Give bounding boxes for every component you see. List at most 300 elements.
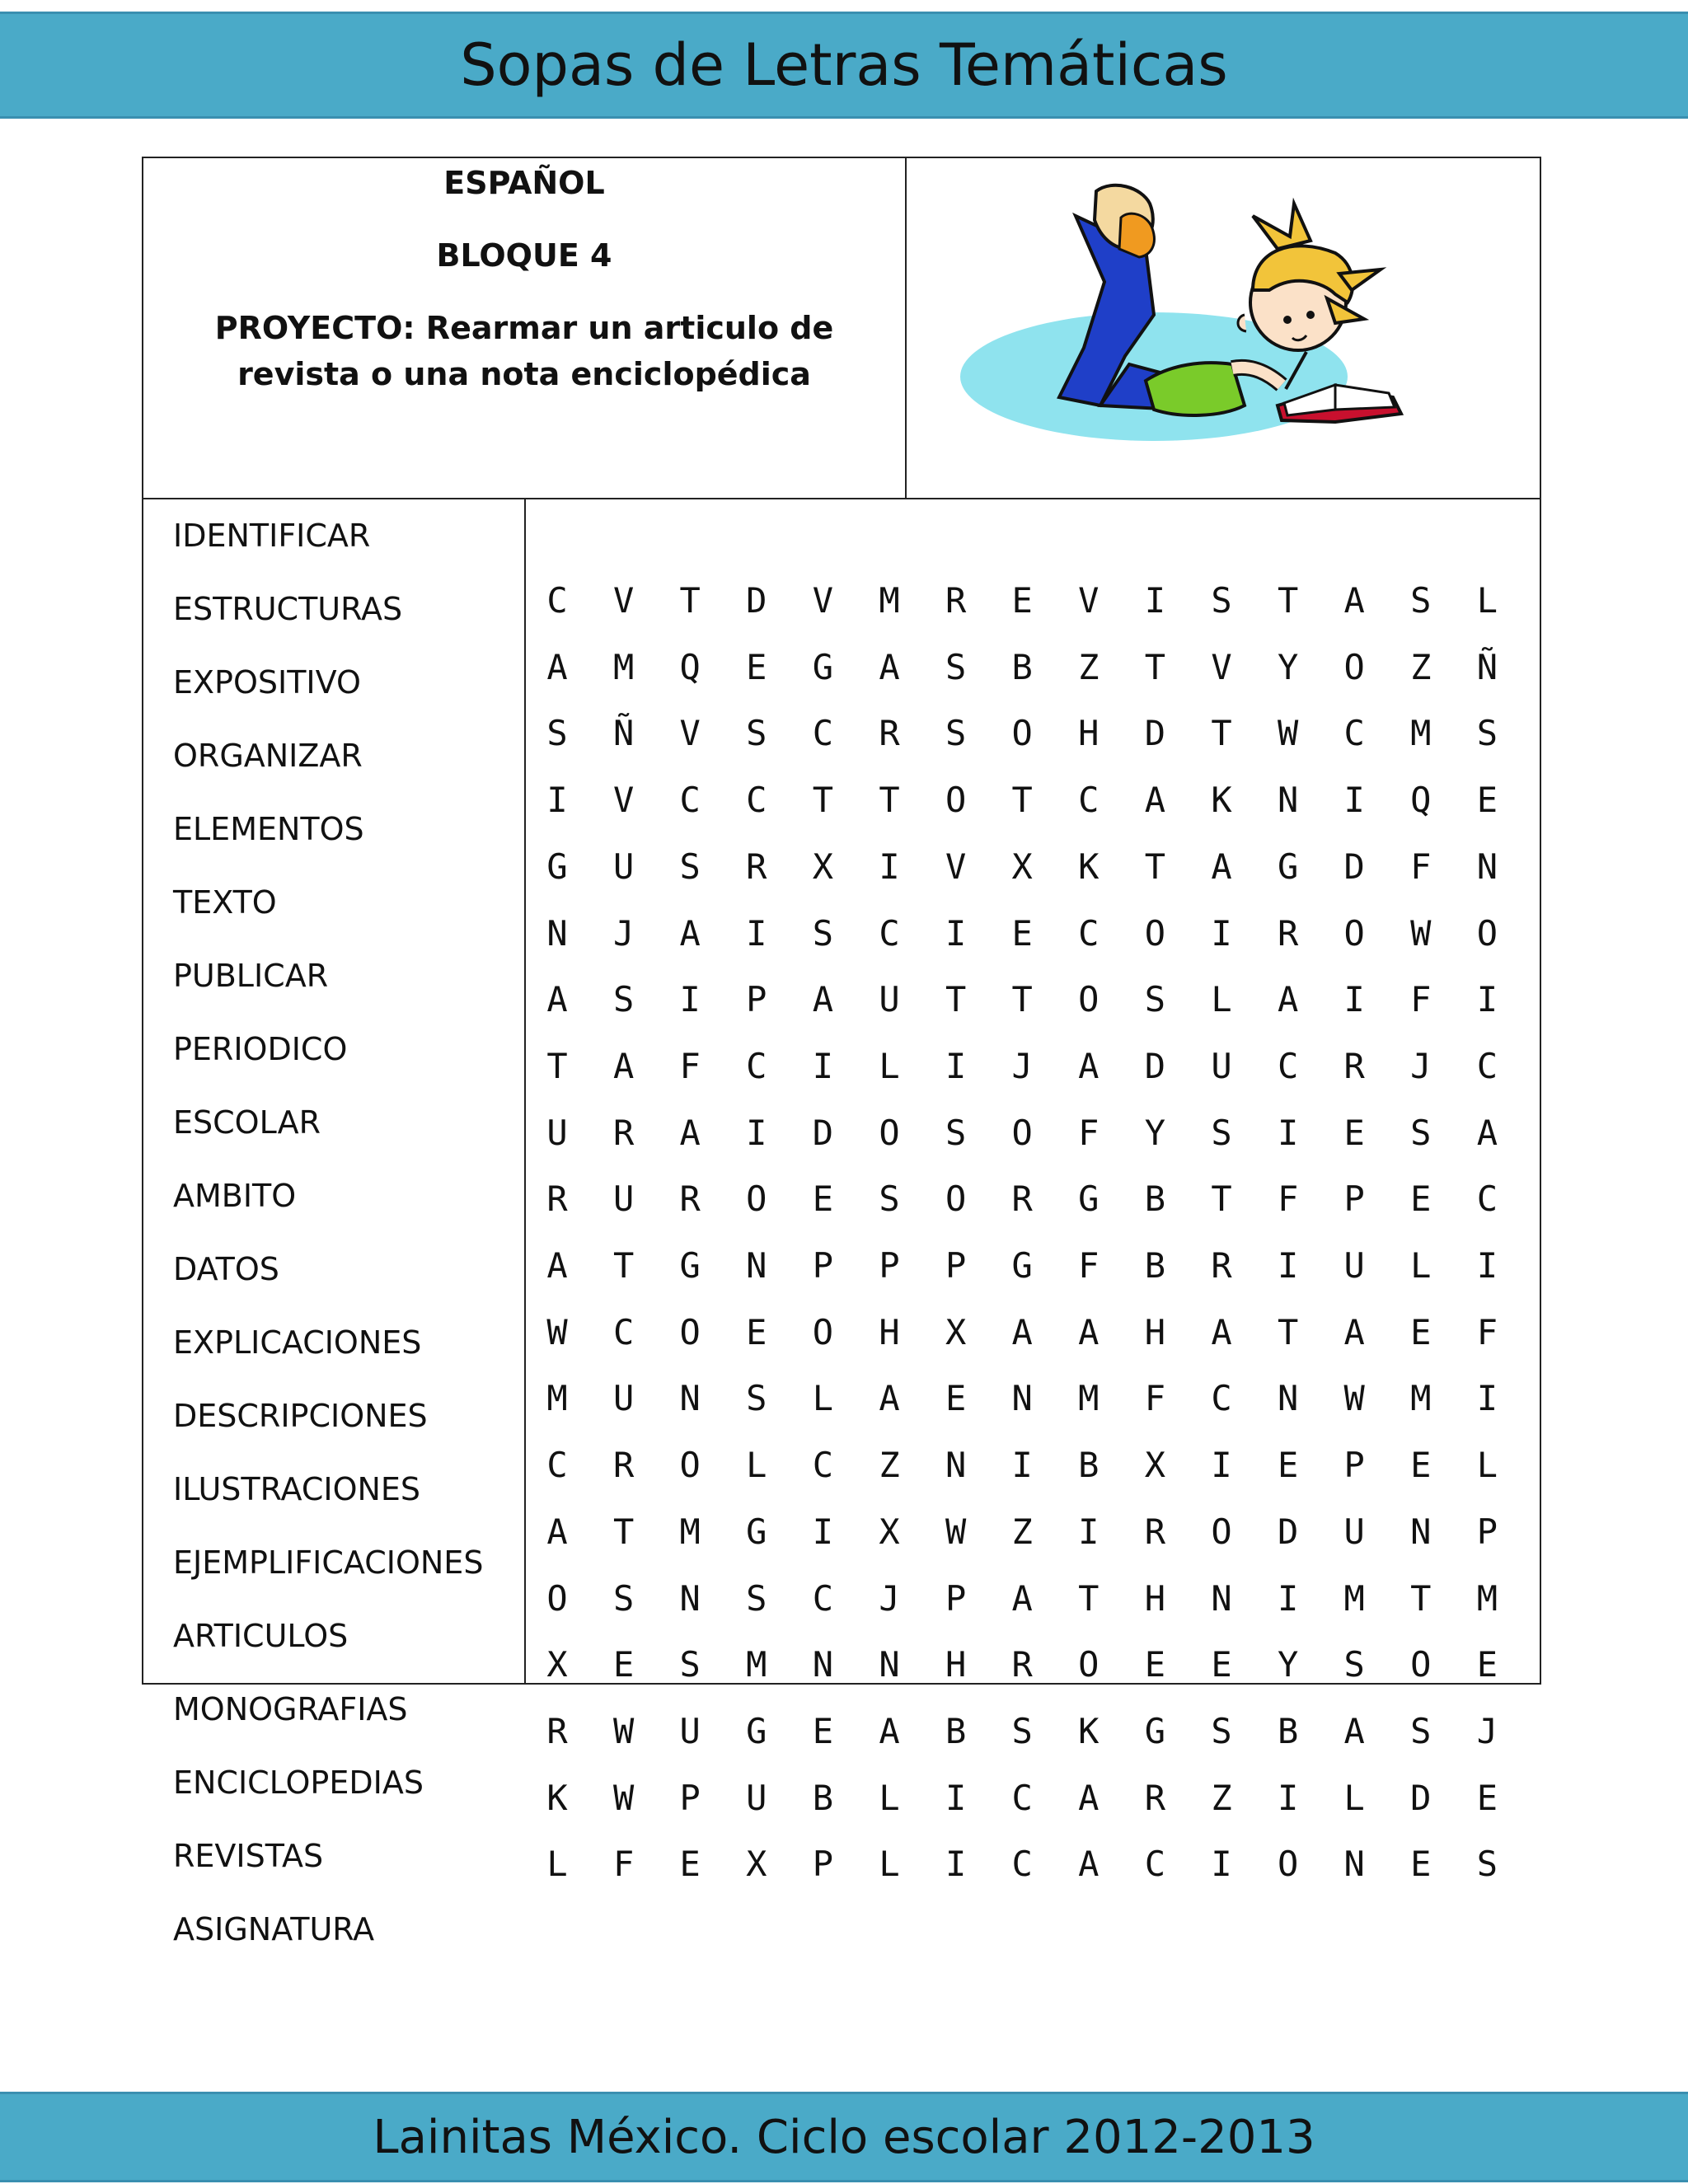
grid-letter[interactable]: G bbox=[1144, 1710, 1166, 1751]
grid-letter[interactable]: P bbox=[1343, 1179, 1365, 1220]
grid-letter[interactable]: I bbox=[1211, 912, 1232, 954]
grid-letter[interactable]: S bbox=[1144, 979, 1166, 1020]
grid-letter[interactable]: N bbox=[1410, 1511, 1432, 1552]
grid-letter[interactable]: J bbox=[1011, 1045, 1033, 1086]
grid-letter[interactable]: E bbox=[1144, 1644, 1166, 1685]
grid-letter[interactable]: M bbox=[1410, 1378, 1432, 1419]
grid-letter[interactable]: E bbox=[812, 1710, 834, 1751]
grid-letter[interactable]: T bbox=[879, 780, 900, 821]
grid-letter[interactable]: J bbox=[1410, 1045, 1432, 1086]
grid-letter[interactable]: A bbox=[1078, 1777, 1100, 1818]
grid-letter[interactable]: L bbox=[879, 1045, 900, 1086]
grid-letter[interactable]: P bbox=[945, 1245, 967, 1286]
grid-letter[interactable]: D bbox=[812, 1112, 834, 1153]
grid-letter[interactable]: A bbox=[1078, 1844, 1100, 1885]
grid-letter[interactable]: L bbox=[812, 1378, 834, 1419]
grid-letter[interactable]: U bbox=[1343, 1245, 1365, 1286]
grid-letter[interactable]: R bbox=[546, 1179, 568, 1220]
grid-letter[interactable]: R bbox=[945, 580, 967, 621]
grid-letter[interactable]: S bbox=[546, 713, 568, 754]
grid-letter[interactable]: K bbox=[1211, 780, 1232, 821]
grid-letter[interactable]: F bbox=[1277, 1179, 1299, 1220]
grid-letter[interactable]: R bbox=[1211, 1245, 1232, 1286]
grid-letter[interactable]: E bbox=[1343, 1112, 1365, 1153]
grid-letter[interactable]: T bbox=[1277, 580, 1299, 621]
grid-letter[interactable]: W bbox=[1277, 713, 1299, 754]
grid-letter[interactable]: A bbox=[1343, 1311, 1365, 1352]
grid-letter[interactable]: E bbox=[612, 1644, 635, 1685]
grid-letter[interactable]: C bbox=[1476, 1179, 1498, 1220]
grid-letter[interactable]: B bbox=[945, 1710, 967, 1751]
grid-letter[interactable]: E bbox=[1011, 580, 1033, 621]
grid-letter[interactable]: G bbox=[679, 1245, 701, 1286]
grid-letter[interactable]: S bbox=[746, 1577, 767, 1619]
grid-letter[interactable]: G bbox=[1277, 846, 1299, 887]
grid-letter[interactable]: A bbox=[546, 979, 568, 1020]
grid-letter[interactable]: H bbox=[879, 1311, 900, 1352]
grid-letter[interactable]: H bbox=[1078, 713, 1100, 754]
grid-letter[interactable]: S bbox=[746, 713, 767, 754]
grid-letter[interactable]: R bbox=[612, 1112, 635, 1153]
grid-letter[interactable]: G bbox=[1011, 1245, 1033, 1286]
grid-letter[interactable]: C bbox=[812, 1445, 834, 1486]
grid-letter[interactable]: Ñ bbox=[612, 713, 635, 754]
grid-letter[interactable]: P bbox=[945, 1577, 967, 1619]
grid-letter[interactable]: D bbox=[1343, 846, 1365, 887]
grid-letter[interactable]: Y bbox=[1277, 1644, 1299, 1685]
grid-letter[interactable]: T bbox=[1211, 713, 1232, 754]
grid-letter[interactable]: X bbox=[746, 1844, 767, 1885]
grid-letter[interactable]: C bbox=[546, 580, 568, 621]
grid-letter[interactable]: E bbox=[1410, 1844, 1432, 1885]
grid-letter[interactable]: X bbox=[945, 1311, 967, 1352]
grid-letter[interactable]: W bbox=[1343, 1378, 1365, 1419]
grid-letter[interactable]: T bbox=[1277, 1311, 1299, 1352]
grid-letter[interactable]: A bbox=[1211, 846, 1232, 887]
grid-letter[interactable]: P bbox=[746, 979, 767, 1020]
grid-letter[interactable]: F bbox=[1476, 1311, 1498, 1352]
grid-letter[interactable]: C bbox=[1011, 1777, 1033, 1818]
grid-letter[interactable]: S bbox=[1211, 1112, 1232, 1153]
grid-letter[interactable]: M bbox=[546, 1378, 568, 1419]
grid-letter[interactable]: K bbox=[1078, 1710, 1100, 1751]
grid-letter[interactable]: X bbox=[1144, 1445, 1166, 1486]
grid-letter[interactable]: T bbox=[1144, 846, 1166, 887]
grid-letter[interactable]: A bbox=[1144, 780, 1166, 821]
grid-letter[interactable]: L bbox=[879, 1844, 900, 1885]
grid-letter[interactable]: E bbox=[1410, 1179, 1432, 1220]
grid-letter[interactable]: I bbox=[1476, 1378, 1498, 1419]
grid-letter[interactable]: P bbox=[812, 1245, 834, 1286]
grid-letter[interactable]: E bbox=[1476, 1644, 1498, 1685]
grid-letter[interactable]: S bbox=[1011, 1710, 1033, 1751]
grid-letter[interactable]: R bbox=[679, 1179, 701, 1220]
grid-letter[interactable]: I bbox=[812, 1045, 834, 1086]
grid-letter[interactable]: E bbox=[1211, 1644, 1232, 1685]
grid-letter[interactable]: R bbox=[1144, 1777, 1166, 1818]
grid-letter[interactable]: J bbox=[879, 1577, 900, 1619]
grid-letter[interactable]: L bbox=[1476, 580, 1498, 621]
grid-letter[interactable]: L bbox=[879, 1777, 900, 1818]
grid-letter[interactable]: D bbox=[1144, 1045, 1166, 1086]
grid-letter[interactable]: M bbox=[1078, 1378, 1100, 1419]
grid-letter[interactable]: A bbox=[879, 1710, 900, 1751]
grid-letter[interactable]: S bbox=[879, 1179, 900, 1220]
grid-letter[interactable]: T bbox=[612, 1245, 635, 1286]
grid-letter[interactable]: E bbox=[1011, 912, 1033, 954]
grid-letter[interactable]: O bbox=[746, 1179, 767, 1220]
grid-letter[interactable]: M bbox=[1343, 1577, 1365, 1619]
grid-letter[interactable]: D bbox=[1144, 713, 1166, 754]
grid-letter[interactable]: Z bbox=[1078, 646, 1100, 687]
grid-letter[interactable]: Z bbox=[879, 1445, 900, 1486]
grid-letter[interactable]: C bbox=[1476, 1045, 1498, 1086]
grid-letter[interactable]: I bbox=[1343, 979, 1365, 1020]
grid-letter[interactable]: D bbox=[1277, 1511, 1299, 1552]
grid-letter[interactable]: D bbox=[746, 580, 767, 621]
grid-letter[interactable]: O bbox=[945, 1179, 967, 1220]
grid-letter[interactable]: N bbox=[879, 1644, 900, 1685]
grid-letter[interactable]: M bbox=[679, 1511, 701, 1552]
grid-letter[interactable]: U bbox=[612, 1179, 635, 1220]
grid-letter[interactable]: X bbox=[812, 846, 834, 887]
grid-letter[interactable]: A bbox=[1011, 1311, 1033, 1352]
grid-letter[interactable]: N bbox=[1277, 780, 1299, 821]
grid-letter[interactable]: O bbox=[1343, 646, 1365, 687]
grid-letter[interactable]: A bbox=[679, 912, 701, 954]
grid-letter[interactable]: M bbox=[612, 646, 635, 687]
grid-letter[interactable]: K bbox=[546, 1777, 568, 1818]
grid-letter[interactable]: R bbox=[1011, 1179, 1033, 1220]
grid-letter[interactable]: T bbox=[1410, 1577, 1432, 1619]
grid-letter[interactable]: O bbox=[1277, 1844, 1299, 1885]
grid-letter[interactable]: V bbox=[1211, 646, 1232, 687]
grid-letter[interactable]: V bbox=[1078, 580, 1100, 621]
grid-letter[interactable]: U bbox=[679, 1710, 701, 1751]
grid-letter[interactable]: S bbox=[1410, 580, 1432, 621]
grid-letter[interactable]: H bbox=[945, 1644, 967, 1685]
grid-letter[interactable]: N bbox=[1476, 846, 1498, 887]
grid-letter[interactable]: E bbox=[812, 1179, 834, 1220]
grid-letter[interactable]: O bbox=[1011, 1112, 1033, 1153]
grid-letter[interactable]: B bbox=[1144, 1245, 1166, 1286]
grid-letter[interactable]: F bbox=[1410, 846, 1432, 887]
grid-letter[interactable]: W bbox=[612, 1777, 635, 1818]
grid-letter[interactable]: C bbox=[546, 1445, 568, 1486]
grid-letter[interactable]: F bbox=[1410, 979, 1432, 1020]
grid-letter[interactable]: R bbox=[546, 1710, 568, 1751]
grid-letter[interactable]: I bbox=[1277, 1245, 1299, 1286]
grid-letter[interactable]: I bbox=[679, 979, 701, 1020]
grid-letter[interactable]: V bbox=[945, 846, 967, 887]
grid-letter[interactable]: L bbox=[1211, 979, 1232, 1020]
grid-letter[interactable]: G bbox=[746, 1511, 767, 1552]
grid-letter[interactable]: R bbox=[1277, 912, 1299, 954]
grid-letter[interactable]: N bbox=[546, 912, 568, 954]
grid-letter[interactable]: O bbox=[679, 1311, 701, 1352]
grid-letter[interactable]: N bbox=[945, 1445, 967, 1486]
grid-letter[interactable]: A bbox=[1078, 1311, 1100, 1352]
grid-letter[interactable]: O bbox=[546, 1577, 568, 1619]
grid-letter[interactable]: S bbox=[1343, 1644, 1365, 1685]
grid-letter[interactable]: Y bbox=[1144, 1112, 1166, 1153]
grid-letter[interactable]: S bbox=[679, 846, 701, 887]
grid-letter[interactable]: N bbox=[1211, 1577, 1232, 1619]
grid-letter[interactable]: T bbox=[546, 1045, 568, 1086]
grid-letter[interactable]: E bbox=[1476, 1777, 1498, 1818]
grid-letter[interactable]: U bbox=[546, 1112, 568, 1153]
grid-letter[interactable]: I bbox=[879, 846, 900, 887]
grid-letter[interactable]: X bbox=[879, 1511, 900, 1552]
grid-letter[interactable]: M bbox=[1476, 1577, 1498, 1619]
grid-letter[interactable]: A bbox=[546, 1511, 568, 1552]
grid-letter[interactable]: I bbox=[1211, 1844, 1232, 1885]
grid-letter[interactable]: S bbox=[1410, 1112, 1432, 1153]
grid-letter[interactable]: A bbox=[1011, 1577, 1033, 1619]
grid-letter[interactable]: C bbox=[1277, 1045, 1299, 1086]
grid-letter[interactable]: G bbox=[812, 646, 834, 687]
grid-letter[interactable]: Q bbox=[679, 646, 701, 687]
grid-letter[interactable]: L bbox=[1410, 1245, 1432, 1286]
grid-letter[interactable]: D bbox=[1410, 1777, 1432, 1818]
grid-letter[interactable]: O bbox=[679, 1445, 701, 1486]
grid-letter[interactable]: O bbox=[879, 1112, 900, 1153]
grid-letter[interactable]: T bbox=[1211, 1179, 1232, 1220]
grid-letter[interactable]: A bbox=[612, 1045, 635, 1086]
grid-letter[interactable]: N bbox=[812, 1644, 834, 1685]
grid-letter[interactable]: N bbox=[679, 1577, 701, 1619]
grid-letter[interactable]: T bbox=[612, 1511, 635, 1552]
grid-letter[interactable]: A bbox=[812, 979, 834, 1020]
grid-letter[interactable]: V bbox=[812, 580, 834, 621]
grid-letter[interactable]: T bbox=[945, 979, 967, 1020]
grid-letter[interactable]: Z bbox=[1011, 1511, 1033, 1552]
grid-letter[interactable]: A bbox=[679, 1112, 701, 1153]
grid-letter[interactable]: S bbox=[612, 979, 635, 1020]
grid-letter[interactable]: A bbox=[1211, 1311, 1232, 1352]
grid-letter[interactable]: L bbox=[746, 1445, 767, 1486]
grid-letter[interactable]: O bbox=[812, 1311, 834, 1352]
grid-letter[interactable]: N bbox=[1011, 1378, 1033, 1419]
grid-letter[interactable]: C bbox=[1211, 1378, 1232, 1419]
grid-letter[interactable]: U bbox=[612, 846, 635, 887]
grid-letter[interactable]: I bbox=[746, 1112, 767, 1153]
grid-letter[interactable]: U bbox=[1343, 1511, 1365, 1552]
grid-letter[interactable]: E bbox=[1410, 1311, 1432, 1352]
grid-letter[interactable]: O bbox=[1011, 713, 1033, 754]
grid-letter[interactable]: O bbox=[1211, 1511, 1232, 1552]
grid-letter[interactable]: W bbox=[612, 1710, 635, 1751]
grid-letter[interactable]: G bbox=[746, 1710, 767, 1751]
grid-letter[interactable]: E bbox=[746, 1311, 767, 1352]
grid-letter[interactable]: I bbox=[1211, 1445, 1232, 1486]
grid-letter[interactable]: A bbox=[1476, 1112, 1498, 1153]
grid-letter[interactable]: Ñ bbox=[1476, 646, 1498, 687]
grid-letter[interactable]: I bbox=[945, 912, 967, 954]
grid-letter[interactable]: L bbox=[1343, 1777, 1365, 1818]
grid-letter[interactable]: A bbox=[1343, 580, 1365, 621]
grid-letter[interactable]: R bbox=[1011, 1644, 1033, 1685]
grid-letter[interactable]: B bbox=[1277, 1710, 1299, 1751]
grid-letter[interactable]: N bbox=[1343, 1844, 1365, 1885]
grid-letter[interactable]: R bbox=[1343, 1045, 1365, 1086]
grid-letter[interactable]: O bbox=[1144, 912, 1166, 954]
grid-letter[interactable]: C bbox=[612, 1311, 635, 1352]
grid-letter[interactable]: I bbox=[945, 1045, 967, 1086]
grid-letter[interactable]: Z bbox=[1211, 1777, 1232, 1818]
grid-letter[interactable]: O bbox=[945, 780, 967, 821]
grid-letter[interactable]: W bbox=[1410, 912, 1432, 954]
grid-letter[interactable]: C bbox=[746, 1045, 767, 1086]
grid-letter[interactable]: O bbox=[1410, 1644, 1432, 1685]
grid-letter[interactable]: S bbox=[945, 646, 967, 687]
grid-letter[interactable]: I bbox=[1476, 1245, 1498, 1286]
grid-letter[interactable]: F bbox=[1144, 1378, 1166, 1419]
grid-letter[interactable]: B bbox=[1078, 1445, 1100, 1486]
grid-letter[interactable]: Z bbox=[1410, 646, 1432, 687]
grid-letter[interactable]: R bbox=[879, 713, 900, 754]
grid-letter[interactable]: S bbox=[812, 912, 834, 954]
grid-letter[interactable]: S bbox=[1410, 1710, 1432, 1751]
grid-letter[interactable]: C bbox=[1144, 1844, 1166, 1885]
grid-letter[interactable]: E bbox=[1476, 780, 1498, 821]
grid-letter[interactable]: E bbox=[945, 1378, 967, 1419]
grid-letter[interactable]: A bbox=[546, 1245, 568, 1286]
grid-letter[interactable]: M bbox=[746, 1644, 767, 1685]
grid-letter[interactable]: M bbox=[879, 580, 900, 621]
grid-letter[interactable]: S bbox=[1211, 580, 1232, 621]
grid-letter[interactable]: Q bbox=[1410, 780, 1432, 821]
grid-letter[interactable]: T bbox=[1011, 979, 1033, 1020]
grid-letter[interactable]: P bbox=[812, 1844, 834, 1885]
grid-letter[interactable]: C bbox=[812, 713, 834, 754]
grid-letter[interactable]: S bbox=[1211, 1710, 1232, 1751]
grid-letter[interactable]: R bbox=[612, 1445, 635, 1486]
grid-letter[interactable]: V bbox=[612, 780, 635, 821]
grid-letter[interactable]: V bbox=[612, 580, 635, 621]
grid-letter[interactable]: H bbox=[1144, 1577, 1166, 1619]
grid-letter[interactable]: P bbox=[679, 1777, 701, 1818]
grid-letter[interactable]: Y bbox=[1277, 646, 1299, 687]
grid-letter[interactable]: L bbox=[1476, 1445, 1498, 1486]
grid-letter[interactable]: U bbox=[879, 979, 900, 1020]
grid-letter[interactable]: E bbox=[679, 1844, 701, 1885]
grid-letter[interactable]: N bbox=[746, 1245, 767, 1286]
grid-letter[interactable]: S bbox=[1476, 1844, 1498, 1885]
grid-letter[interactable]: P bbox=[1343, 1445, 1365, 1486]
grid-letter[interactable]: I bbox=[1277, 1777, 1299, 1818]
grid-letter[interactable]: O bbox=[1078, 1644, 1100, 1685]
grid-letter[interactable]: I bbox=[945, 1777, 967, 1818]
grid-letter[interactable]: B bbox=[1144, 1179, 1166, 1220]
grid-letter[interactable]: F bbox=[1078, 1245, 1100, 1286]
grid-letter[interactable]: X bbox=[546, 1644, 568, 1685]
grid-letter[interactable]: K bbox=[1078, 846, 1100, 887]
grid-letter[interactable]: X bbox=[1011, 846, 1033, 887]
grid-letter[interactable]: C bbox=[1078, 780, 1100, 821]
grid-letter[interactable]: W bbox=[945, 1511, 967, 1552]
grid-letter[interactable]: J bbox=[612, 912, 635, 954]
grid-letter[interactable]: I bbox=[1144, 580, 1166, 621]
grid-letter[interactable]: C bbox=[812, 1577, 834, 1619]
grid-letter[interactable]: R bbox=[1144, 1511, 1166, 1552]
grid-letter[interactable]: C bbox=[1343, 713, 1365, 754]
grid-letter[interactable]: C bbox=[1011, 1844, 1033, 1885]
grid-letter[interactable]: I bbox=[1277, 1577, 1299, 1619]
grid-letter[interactable]: I bbox=[945, 1844, 967, 1885]
grid-letter[interactable]: S bbox=[746, 1378, 767, 1419]
grid-letter[interactable]: I bbox=[812, 1511, 834, 1552]
grid-letter[interactable]: O bbox=[1078, 979, 1100, 1020]
grid-letter[interactable]: E bbox=[746, 646, 767, 687]
grid-letter[interactable]: F bbox=[679, 1045, 701, 1086]
grid-letter[interactable]: I bbox=[1078, 1511, 1100, 1552]
grid-letter[interactable]: F bbox=[612, 1844, 635, 1885]
grid-letter[interactable]: E bbox=[1410, 1445, 1432, 1486]
grid-letter[interactable]: M bbox=[1410, 713, 1432, 754]
grid-letter[interactable]: L bbox=[546, 1844, 568, 1885]
grid-letter[interactable]: I bbox=[746, 912, 767, 954]
grid-letter[interactable]: H bbox=[1144, 1311, 1166, 1352]
grid-letter[interactable]: O bbox=[1343, 912, 1365, 954]
grid-letter[interactable]: T bbox=[1078, 1577, 1100, 1619]
grid-letter[interactable]: I bbox=[546, 780, 568, 821]
grid-letter[interactable]: A bbox=[1078, 1045, 1100, 1086]
grid-letter[interactable]: N bbox=[679, 1378, 701, 1419]
grid-letter[interactable]: J bbox=[1476, 1710, 1498, 1751]
grid-letter[interactable]: A bbox=[1343, 1710, 1365, 1751]
grid-letter[interactable]: E bbox=[1277, 1445, 1299, 1486]
grid-letter[interactable]: S bbox=[679, 1644, 701, 1685]
grid-letter[interactable]: U bbox=[612, 1378, 635, 1419]
grid-letter[interactable]: S bbox=[945, 713, 967, 754]
grid-letter[interactable]: F bbox=[1078, 1112, 1100, 1153]
grid-letter[interactable]: I bbox=[1277, 1112, 1299, 1153]
grid-letter[interactable]: U bbox=[1211, 1045, 1232, 1086]
grid-letter[interactable]: A bbox=[1277, 979, 1299, 1020]
grid-letter[interactable]: I bbox=[1343, 780, 1365, 821]
grid-letter[interactable]: C bbox=[1078, 912, 1100, 954]
grid-letter[interactable]: N bbox=[1277, 1378, 1299, 1419]
grid-letter[interactable]: W bbox=[546, 1311, 568, 1352]
grid-letter[interactable]: S bbox=[945, 1112, 967, 1153]
grid-letter[interactable]: P bbox=[879, 1245, 900, 1286]
grid-letter[interactable]: S bbox=[612, 1577, 635, 1619]
grid-letter[interactable]: S bbox=[1476, 713, 1498, 754]
grid-letter[interactable]: G bbox=[1078, 1179, 1100, 1220]
grid-letter[interactable]: P bbox=[1476, 1511, 1498, 1552]
grid-letter[interactable]: C bbox=[879, 912, 900, 954]
grid-letter[interactable]: C bbox=[746, 780, 767, 821]
grid-letter[interactable]: T bbox=[1144, 646, 1166, 687]
grid-letter[interactable]: G bbox=[546, 846, 568, 887]
grid-letter[interactable]: A bbox=[879, 1378, 900, 1419]
grid-letter[interactable]: C bbox=[679, 780, 701, 821]
grid-letter[interactable]: V bbox=[679, 713, 701, 754]
grid-letter[interactable]: U bbox=[746, 1777, 767, 1818]
grid-letter[interactable]: B bbox=[812, 1777, 834, 1818]
grid-letter[interactable]: B bbox=[1011, 646, 1033, 687]
grid-letter[interactable]: T bbox=[812, 780, 834, 821]
grid-letter[interactable]: R bbox=[746, 846, 767, 887]
grid-letter[interactable]: I bbox=[1011, 1445, 1033, 1486]
grid-letter[interactable]: O bbox=[1476, 912, 1498, 954]
grid-letter[interactable]: T bbox=[679, 580, 701, 621]
grid-letter[interactable]: T bbox=[1011, 780, 1033, 821]
grid-letter[interactable]: A bbox=[879, 646, 900, 687]
grid-letter[interactable]: A bbox=[546, 646, 568, 687]
grid-letter[interactable]: I bbox=[1476, 979, 1498, 1020]
